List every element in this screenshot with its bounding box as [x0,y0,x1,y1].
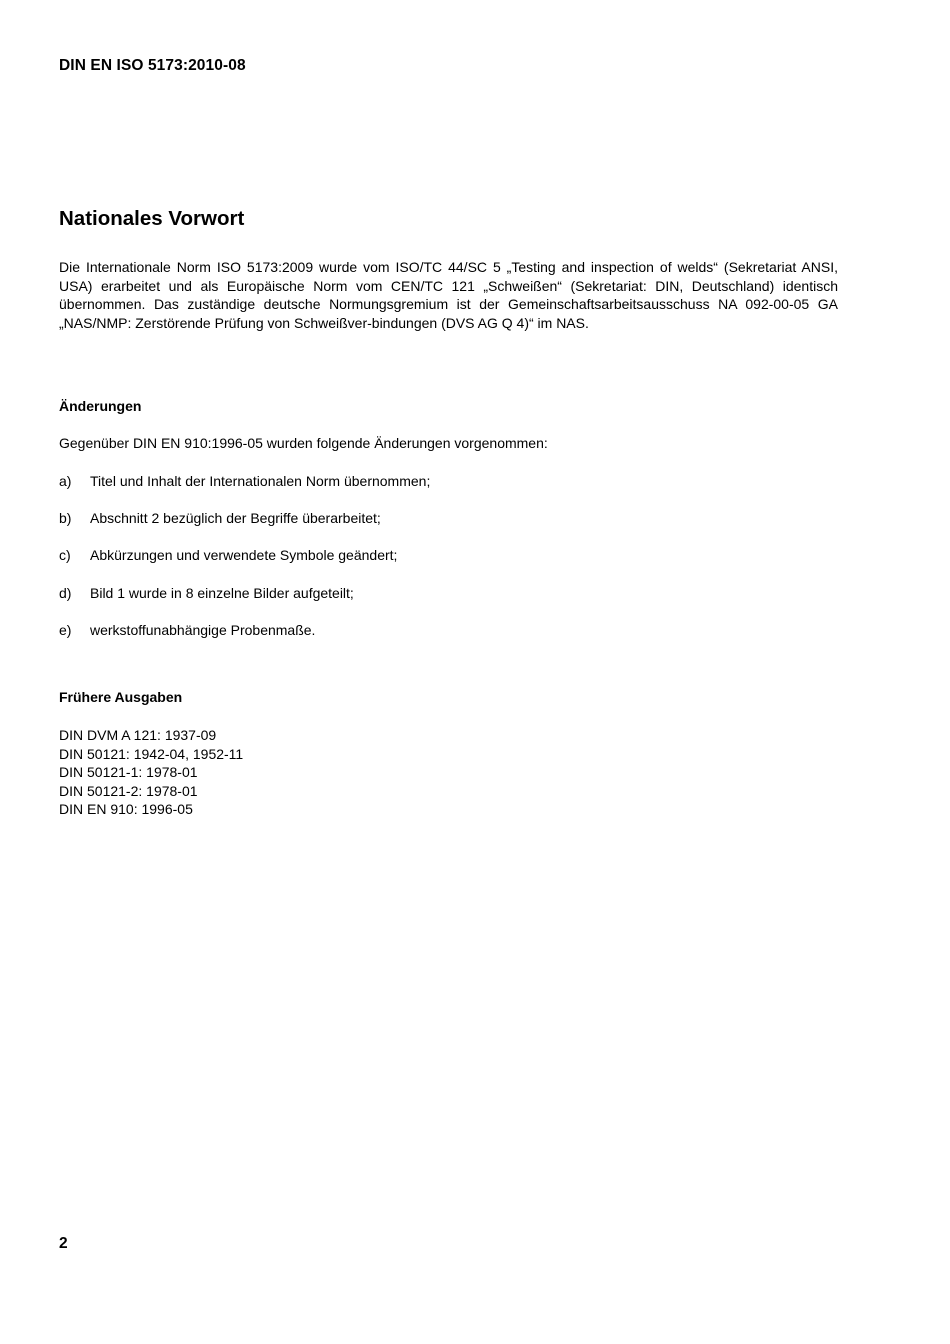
edition-entry: DIN EN 910: 1996-05 [59,801,193,817]
change-item-letter: b) [59,510,72,526]
changes-heading: Änderungen [59,398,142,414]
change-item-letter: c) [59,547,71,563]
change-item-text: Abschnitt 2 bezüglich der Begriffe überarbeitet; [90,510,381,526]
page-number: 2 [59,1235,68,1252]
change-item-text: Abkürzungen und verwendete Symbole geändert; [90,547,398,563]
edition-entry: DIN 50121-1: 1978-01 [59,764,198,780]
change-item-b [59,510,839,528]
change-item-text: werkstoffunabhängige Probenmaße. [90,622,316,638]
edition-entry: DIN 50121: 1942-04, 1952-11 [59,745,244,762]
edition-entry: DIN DVM A 121: 1937-09 [59,727,217,743]
document-id: DIN EN ISO 5173:2010-08 [59,57,246,74]
change-item-c [59,547,839,565]
change-item-text: Titel und Inhalt der Internationalen Norm übernommen; [90,473,431,489]
section-title: Nationales Vorwort [59,207,245,230]
change-item-letter: a) [59,473,72,489]
change-item-d [59,585,839,603]
previous-editions-list [59,726,243,819]
change-item-a [59,473,839,491]
foreword-paragraph: Die Internationale Norm ISO 5173:2009 wurde vom ISO/TC 44/SC 5 „Testing and inspection of welds“ (Sekretariat ANSI, USA) erarbeitet und als Europäische Norm vom CEN/TC 121 „Schweißen“ (Sekretariat: DIN, Deutschland) identisch übernommen. Das zuständige deutsche Normungsgremium ist der Gemeinschaftsarbeitsausschuss NA 092-00-05 GA „NAS/NMP: Zerstörende Prüfung von Schweißver-bindungen (DVS AG Q 4)“ im NAS. [59,259,838,331]
change-item-letter: d) [59,585,72,601]
change-item-text: Bild 1 wurde in 8 einzelne Bilder aufgeteilt; [90,585,354,601]
changes-intro: Gegenüber DIN EN 910:1996-05 wurden folgende Änderungen vorgenommen: [59,435,548,451]
change-item-e [59,622,839,640]
previous-editions-heading: Frühere Ausgaben [59,689,183,705]
edition-entry: DIN 50121-2: 1978-01 [59,782,198,799]
change-item-letter: e) [59,622,72,638]
